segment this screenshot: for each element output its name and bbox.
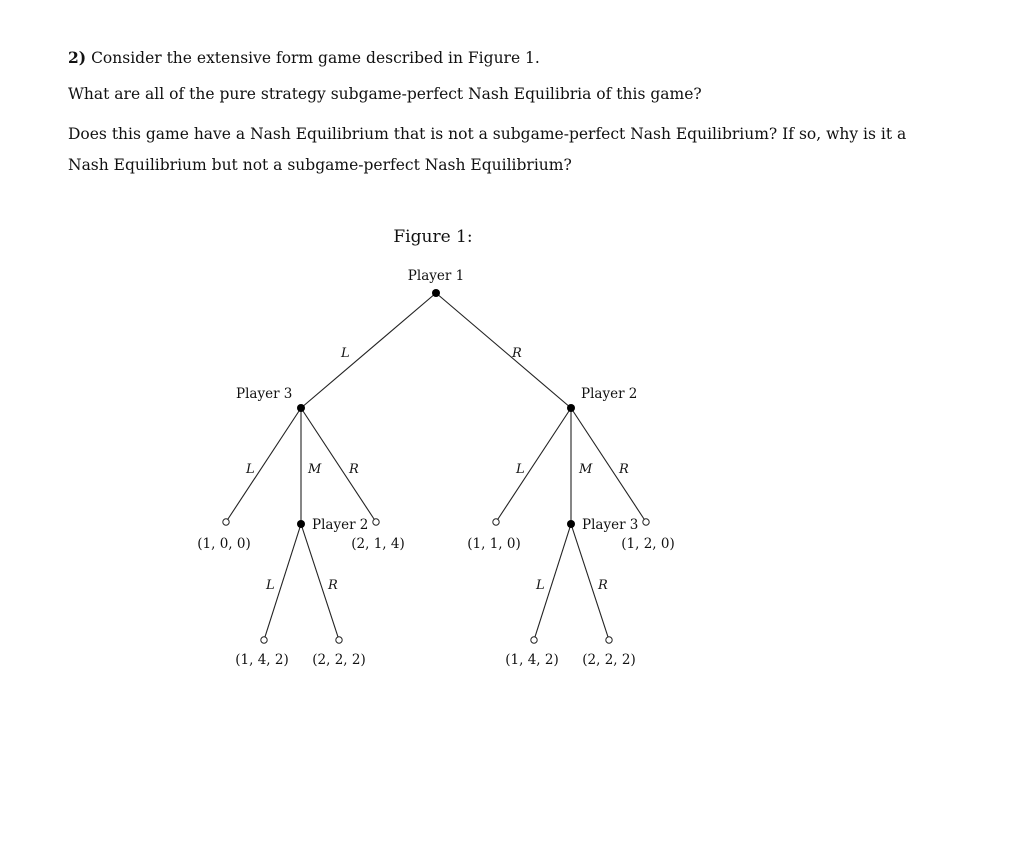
root-player-label: Player 1 — [407, 268, 465, 284]
edge-p2-left — [496, 408, 571, 522]
player2-node — [567, 404, 575, 412]
payoff-p2sub-r: (2, 2, 2) — [312, 652, 366, 668]
action-label-p3-l: L — [246, 462, 255, 477]
action-label-root-r: R — [512, 346, 522, 361]
terminal-node — [336, 637, 342, 643]
payoff-p3-r: (2, 1, 4) — [351, 536, 405, 552]
payoff-p2sub-l: (1, 4, 2) — [235, 652, 289, 668]
figure-title: Figure 1: — [393, 227, 473, 247]
question-ne-not-spne: Does this game have a Nash Equilibrium that is not a subgame-perfect Nash Equilibrium? If so, why is it a Nash Equilibrium but not a subgame-perfect Nash Equilibrium? — [68, 125, 907, 174]
payoff-p3sub-l: (1, 4, 2) — [505, 652, 559, 668]
action-label-p3sub-r: R — [598, 578, 608, 593]
terminal-node — [531, 637, 537, 643]
terminal-node — [493, 519, 499, 525]
payoff-p2-r: (1, 2, 0) — [621, 536, 675, 552]
edge-root-right — [436, 293, 571, 408]
player3-label: Player 3 — [236, 386, 293, 402]
action-label-root-l: L — [341, 346, 350, 361]
edge-root-left — [301, 293, 436, 408]
question-number: 2) — [68, 48, 87, 67]
terminal-node — [643, 519, 649, 525]
action-label-p2-r: R — [619, 462, 629, 477]
action-label-p2sub-r: R — [328, 578, 338, 593]
edge-p3-left — [226, 408, 301, 522]
terminal-node — [373, 519, 379, 525]
payoff-p2-l: (1, 1, 0) — [467, 536, 521, 552]
action-label-p2-m: M — [579, 462, 593, 477]
action-label-p2-l: L — [516, 462, 525, 477]
terminal-node — [261, 637, 267, 643]
question-intro-text: Consider the extensive form game described in Figure 1. — [91, 49, 540, 67]
action-label-p2sub-l: L — [266, 578, 275, 593]
terminal-node — [223, 519, 229, 525]
player2-sub-label: Player 2 — [312, 517, 369, 533]
player2-sub-node — [297, 520, 305, 528]
action-label-p3-m: M — [308, 462, 322, 477]
player3-sub-label: Player 3 — [582, 517, 639, 533]
root-node — [432, 289, 440, 297]
question-spne: What are all of the pure strategy subgame-perfect Nash Equilibria of this game? — [68, 85, 702, 103]
action-label-p3-r: R — [349, 462, 359, 477]
player2-label: Player 2 — [581, 386, 638, 402]
player3-node — [297, 404, 305, 412]
player3-sub-node — [567, 520, 575, 528]
terminal-node — [606, 637, 612, 643]
payoff-p3sub-r: (2, 2, 2) — [582, 652, 636, 668]
action-label-p3sub-l: L — [536, 578, 545, 593]
payoff-p3-l: (1, 0, 0) — [197, 536, 251, 552]
